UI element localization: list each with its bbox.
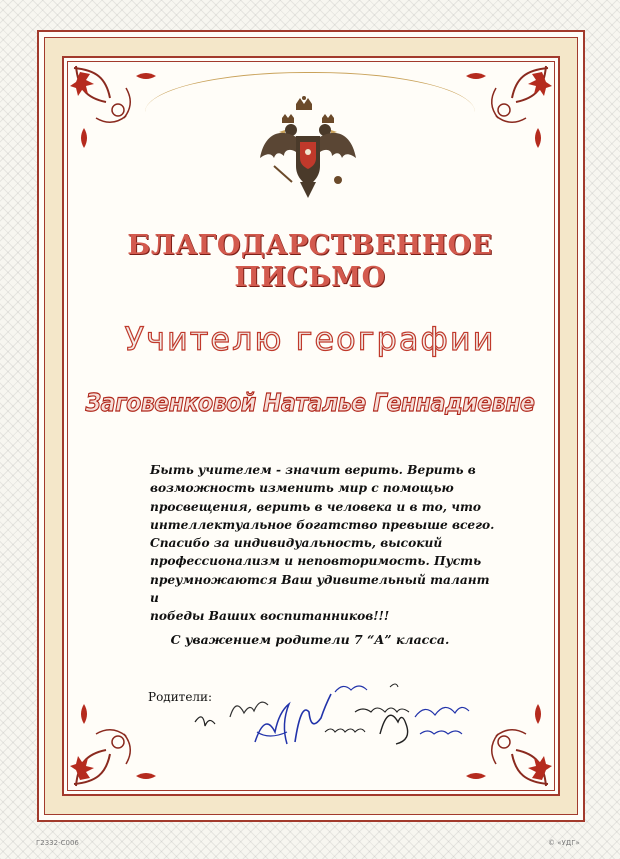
message-line: победы Ваших воспитанников!!! [150,609,390,624]
corner-ornament-bottom-left-icon [66,694,156,794]
corner-ornament-top-left-icon [66,58,156,158]
handwritten-signatures [185,672,485,762]
message-line: Спасибо за индивидуальность, высокий [150,536,443,551]
coat-of-arms-eagle-icon [258,96,358,201]
closing-signature-line: С уважением родители 7 “А” класса. [170,632,450,647]
title-line-2: ПИСЬМО [234,262,386,293]
message-line: профессионализм и неповторимость. Пусть [150,554,482,569]
title-line-1: БЛАГОДАРСТВЕННОЕ [127,230,493,261]
message-text [150,461,495,626]
message-line: интеллектуальное богатство превыше всего. [150,517,495,532]
message-line: просвещения, верить в человека и в то, что [150,499,482,514]
footer-code: Г2332-С006 [36,839,79,847]
message-line: возможность изменить мир с помощью [150,481,454,496]
corner-ornament-top-right-icon [466,58,556,158]
recipient-name: Заговенковой Наталье Геннадиевне [85,388,535,417]
message-line: преумножаются Ваш удивительный талант и [150,572,490,606]
footer-brand: © «УДГ» [548,839,580,847]
parents-label: Родители: [148,690,213,704]
message-line: Быть учителем - значит верить. Верить в [150,463,476,477]
recipient-role: Учителю географии [124,320,496,358]
